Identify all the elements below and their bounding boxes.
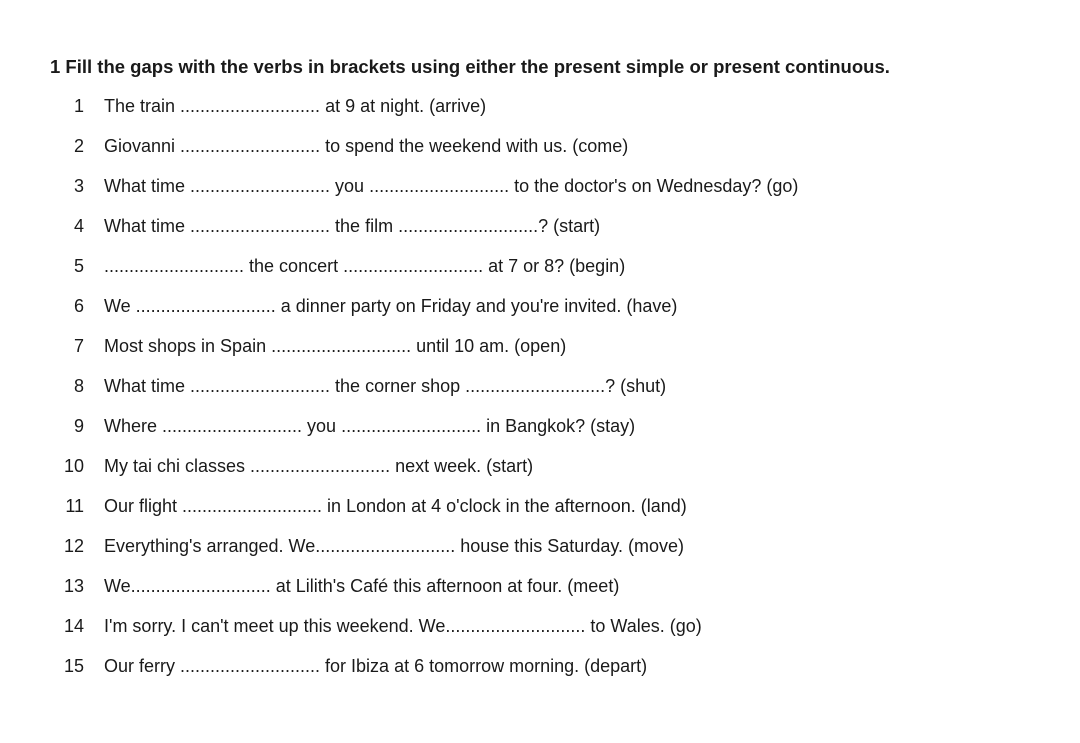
item-sentence: My tai chi classes ............................ next week. (start) [104,456,534,476]
exercise-item-1 [0,94,1080,134]
item-number: 13 [63,576,84,596]
item-sentence: We ............................ a dinner party on Friday and you're invited. (have) [104,296,678,316]
item-sentence: We............................ at Lilith's Café this afternoon at four. (meet) [104,576,620,596]
exercise-item-10 [0,454,1080,494]
exercise-item-13 [0,574,1080,614]
item-number: 6 [73,296,84,316]
item-number: 14 [63,616,84,636]
exercise-item-3 [0,174,1080,214]
exercise-item-7 [0,334,1080,374]
item-number: 3 [73,176,84,196]
item-number: 9 [73,416,84,436]
exercise-item-4 [0,214,1080,254]
exercise-item-5 [0,254,1080,294]
exercise-item-6 [0,294,1080,334]
item-number: 11 [65,496,84,516]
item-sentence: What time ............................ the corner shop ............................? (shut) [104,376,667,396]
exercise-item-15 [0,654,1080,694]
item-number: 5 [73,256,84,276]
exercise-heading: 1 Fill the gaps with the verbs in brackets using either the present simple or present continuous. [50,56,890,77]
exercise-item-11 [0,494,1080,534]
item-sentence: Our flight ............................ in London at 4 o'clock in the afternoon. (land) [104,496,687,516]
item-sentence: Most shops in Spain ............................ until 10 am. (open) [104,336,567,356]
item-sentence: What time ............................ the film ............................? (start) [104,216,601,236]
item-number: 15 [63,656,84,676]
item-number: 1 [73,96,84,116]
item-sentence: Where ............................ you ............................ in Bangkok? (stay) [104,416,636,436]
item-sentence: Everything's arranged. We............................ house this Saturday. (move) [104,536,685,556]
item-number: 2 [73,136,84,156]
item-number: 4 [73,216,84,236]
exercise-item-2 [0,134,1080,174]
item-number: 7 [73,336,84,356]
item-sentence: ............................ the concert ............................ at 7 or 8? (begin) [104,256,626,276]
item-sentence: Giovanni ............................ to spend the weekend with us. (come) [104,136,629,156]
exercise-item-8 [0,374,1080,414]
exercise-item-9 [0,414,1080,454]
exercise-list [0,94,1080,694]
item-number: 12 [63,536,84,556]
item-sentence: The train ............................ at 9 at night. (arrive) [104,96,487,116]
item-number: 10 [63,456,84,476]
item-sentence: What time ............................ you ............................ to the doctor's on Wednesday? (go) [104,176,799,196]
exercise-item-14 [0,614,1080,654]
item-number: 8 [73,376,84,396]
item-sentence: Our ferry ............................ for Ibiza at 6 tomorrow morning. (depart) [104,656,648,676]
exercise-item-12 [0,534,1080,574]
item-sentence: I'm sorry. I can't meet up this weekend. We............................ to Wales. (go) [104,616,702,636]
